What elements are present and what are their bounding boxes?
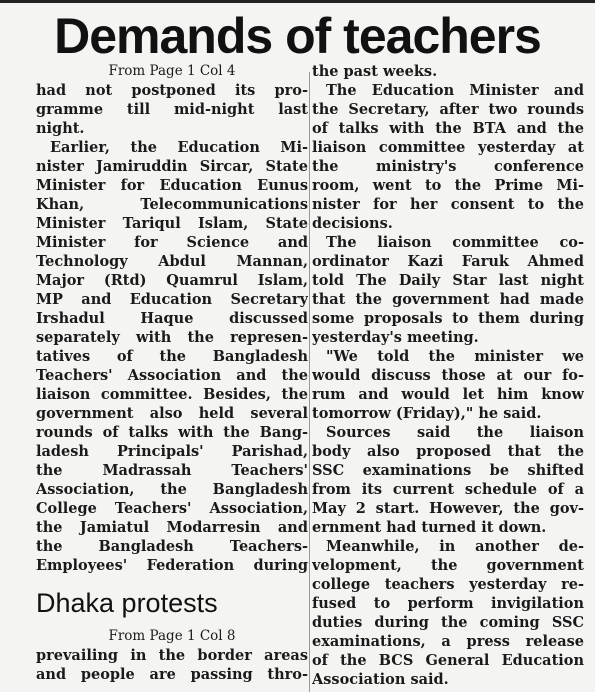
text-line: tomorrow (Friday)," he said. — [312, 405, 542, 422]
text-line: told The Daily Star last night — [312, 272, 584, 289]
text-line: liaison committee yesterday at — [312, 139, 584, 156]
text-line: velopment, the government — [312, 557, 584, 574]
text-line: nister for her consent to the — [312, 196, 584, 213]
text-line: body also proposed that the — [312, 443, 584, 460]
text-line: yesterday's meeting. — [312, 329, 479, 346]
text-line: the Jamiatul Modarresin and — [36, 519, 308, 536]
text-line: "We told the minister we — [326, 348, 584, 365]
jump-line: From Page 1 Col 4 — [108, 63, 236, 79]
text-line: tatives of the Bangladesh — [36, 348, 308, 365]
text-line: from its current schedule of a — [312, 481, 584, 498]
text-line: SSC examinations be shifted — [312, 462, 584, 479]
text-line: The liaison committee co- — [326, 234, 584, 251]
top-rule — [0, 0, 595, 3]
text-line: examinations, a press release — [312, 633, 584, 650]
text-line: decisions. — [312, 215, 393, 232]
left-column — [36, 62, 308, 684]
text-line: government also held several — [36, 405, 308, 422]
text-line: gramme till mid-night last — [36, 101, 308, 118]
text-line: nister Jamiruddin Sircar, State — [36, 158, 308, 175]
text-line: would discuss those at our fo- — [312, 367, 584, 384]
subhead: Dhaka protests — [36, 588, 218, 618]
text-line: the Bangladesh Teachers- — [36, 538, 308, 555]
column-divider — [309, 72, 310, 692]
text-line: and people are passing thro- — [36, 666, 308, 683]
text-line: the ministry's conference — [312, 158, 584, 175]
text-line: Minister Tariqul Islam, State — [36, 215, 308, 232]
text-line: fused to perform invigilation — [312, 595, 584, 612]
text-line: Major (Rtd) Quamrul Islam, — [36, 272, 308, 289]
text-line: separately with the represen- — [36, 329, 308, 346]
headline: Demands of teachers — [54, 8, 541, 64]
text-line: May 2 start. However, the gov- — [312, 500, 584, 517]
text-line: room, went to the Prime Mi- — [312, 177, 584, 194]
text-line: had not postponed its pro- — [36, 82, 308, 99]
text-line: Association said. — [312, 671, 449, 688]
text-line: ernment had turned it down. — [312, 519, 547, 536]
text-line: rum and would let him know — [312, 386, 584, 403]
text-line: liaison committee. Besides, the — [36, 386, 308, 403]
text-line: Association, the Bangladesh — [36, 481, 308, 498]
text-line: night. — [36, 120, 85, 137]
text-line: Minister for Education Eunus — [36, 177, 308, 194]
text-line: prevailing in the border areas — [36, 647, 308, 664]
text-line: ladesh Principals' Parishad, — [36, 443, 308, 460]
text-line: Khan, Telecommunications — [36, 196, 308, 213]
text-line: Minister for Science and — [36, 234, 308, 251]
right-column — [312, 62, 584, 689]
text-line: Earlier, the Education Mi- — [50, 139, 308, 156]
text-line: Sources said the liaison — [326, 424, 584, 441]
text-line: duties during the coming SSC — [312, 614, 584, 631]
jump-line: From Page 1 Col 8 — [108, 628, 236, 644]
text-line: some proposals to them during — [312, 310, 584, 327]
text-line: Employees' Federation during — [36, 557, 308, 574]
text-line: the past weeks. — [312, 63, 438, 80]
text-line: Teachers' Association and the — [36, 367, 308, 384]
text-line: college teachers yesterday re- — [312, 576, 584, 593]
text-line: MP and Education Secretary — [36, 291, 308, 308]
text-line: of talks with the BTA and the — [312, 120, 584, 137]
text-line: of the BCS General Education — [312, 652, 584, 669]
text-line: College Teachers' Association, — [36, 500, 308, 517]
text-line: Meanwhile, in another de- — [326, 538, 584, 555]
text-line: the Madrassah Teachers' — [36, 462, 308, 479]
text-line: Irshadul Haque discussed — [36, 310, 308, 327]
text-line: rounds of talks with the Bang- — [36, 424, 308, 441]
text-line: Technology Abdul Mannan, — [36, 253, 308, 270]
text-line: the Secretary, after two rounds — [312, 101, 584, 118]
text-line: The Education Minister and — [326, 82, 584, 99]
text-line: that the government had made — [312, 291, 584, 308]
text-line: ordinator Kazi Faruk Ahmed — [312, 253, 584, 270]
